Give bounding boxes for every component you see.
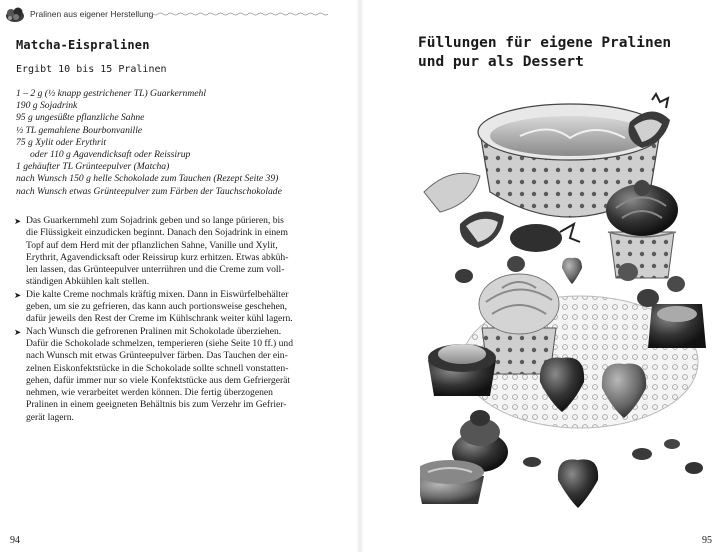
header-rule (148, 12, 328, 16)
strawberry-left (460, 212, 504, 249)
instruction-list (14, 215, 336, 424)
step-line: dafür jeweils den Rest der Creme im Kühlschrank weiter kühl lagern. (26, 313, 293, 325)
step-line: gerät lagern. (26, 411, 74, 423)
recipe-title: Matcha-Eispralinen (16, 38, 150, 52)
recipe-yield: Ergibt 10 bis 15 Pralinen (16, 64, 167, 75)
right-page (360, 0, 720, 552)
chocolate-logo-icon (4, 4, 26, 24)
cocoa-beans (523, 439, 703, 474)
page-header (4, 4, 334, 24)
step-line: zelnen Eiskonfektstücke in die Schokolade sollte schnell vonstatten- (26, 362, 289, 374)
step-line: Pralinen in einem geeigneten Behältnis bis zum Verzehr im Gefrier- (26, 399, 287, 411)
ingredient-line: 75 g Xylit oder Erythrit (16, 136, 107, 148)
chapter-title-line: und pur als Dessert (418, 54, 584, 70)
arrow-bullet-icon: ➤ (14, 326, 22, 337)
instruction-step (14, 215, 336, 289)
step-line: ständigen Abkühlen kalt stellen. (26, 276, 150, 288)
step-line: geben, um sie zu gefrieren, das kann auch portionsweise geschehen, (26, 301, 288, 313)
step-line: Die kalte Creme nochmals kräftig mixen. Dann in Eiswürfelbehälter (26, 288, 289, 300)
oval-praline (420, 460, 484, 504)
arrow-bullet-icon: ➤ (14, 216, 22, 226)
square-praline-right (648, 304, 706, 348)
instruction-step (14, 289, 336, 326)
arrow-bullet-icon: ➤ (14, 289, 22, 300)
running-title: Pralinen aus eigener Herstellung (30, 9, 154, 19)
step-line: die Flüssigkeit einzudicken beginnt. Danach den Sojadrink in einem (26, 227, 288, 239)
strawberry-on-bowl (629, 94, 671, 148)
step-line: Das Guarkernmehl zum Sojadrink geben und so lange pürieren, bis (26, 215, 284, 226)
ingredient-line: 1 – 2 g (½ knapp gestrichener TL) Guarkernmehl (16, 88, 206, 99)
chapter-title (418, 34, 671, 72)
small-heart-praline (562, 258, 582, 284)
ingredient-line: ½ TL gemahlene Bourbonvanille (16, 124, 143, 136)
chapter-title-line: Füllungen für eigene Pralinen (418, 35, 672, 51)
heart-praline-bottom (558, 459, 598, 508)
step-line: Nach Wunsch die gefrorenen Pralinen mit Schokolade überziehen. (26, 325, 282, 337)
step-line: Dafür die Schokolade schmelzen, temperieren (siehe Seite 10 ff.) und (26, 337, 294, 349)
step-line: Erythrit, Agavendicksaft oder Reissirup kurz erhitzen. Etwas abküh- (26, 251, 289, 263)
step-line: nach Wunsch mit etwas Grünteepulver färben. Das Tauchen der ein- (26, 350, 288, 362)
instruction-step (14, 326, 336, 424)
page-number-right: 95 (702, 535, 712, 546)
ingredient-line: 190 g Sojadrink (16, 100, 78, 112)
ingredient-line: nach Wunsch 150 g helle Schokolade zum Tauchen (Rezept Seite 39) (16, 173, 279, 185)
step-line: nehmen, wie verarbeitet werden können. Die fertig überzogenen (26, 387, 273, 399)
step-line: gehen, dafür immer nur so viele Konfektstücke aus dem Gefriergerät (26, 374, 291, 386)
ingredient-line: oder 110 g Agavendicksaft oder Reissirup (30, 149, 191, 161)
ingredient-line: 1 gehäufter TL Grünteepulver (Matcha) (16, 161, 170, 173)
ingredient-list (16, 88, 346, 198)
ingredient-line: 95 g ungesüßte pflanzliche Sahne (16, 112, 145, 124)
pralines-illustration (420, 92, 712, 512)
cream-leaf (424, 173, 480, 212)
step-line: Topf auf dem Herd mit der pflanzlichen Sahne, Vanille und Xylit, (26, 239, 278, 251)
step-line: len lassen, das Grünteepulver unterrühren und die Creme zum voll- (26, 264, 285, 276)
strawberry-middle (510, 224, 580, 252)
ingredient-line: nach Wunsch etwas Grünteepulver zum Färben der Tauchschokolade (16, 185, 282, 197)
page-number-left: 94 (10, 535, 20, 546)
cupcake-right (606, 180, 678, 278)
round-praline-left (428, 344, 496, 396)
